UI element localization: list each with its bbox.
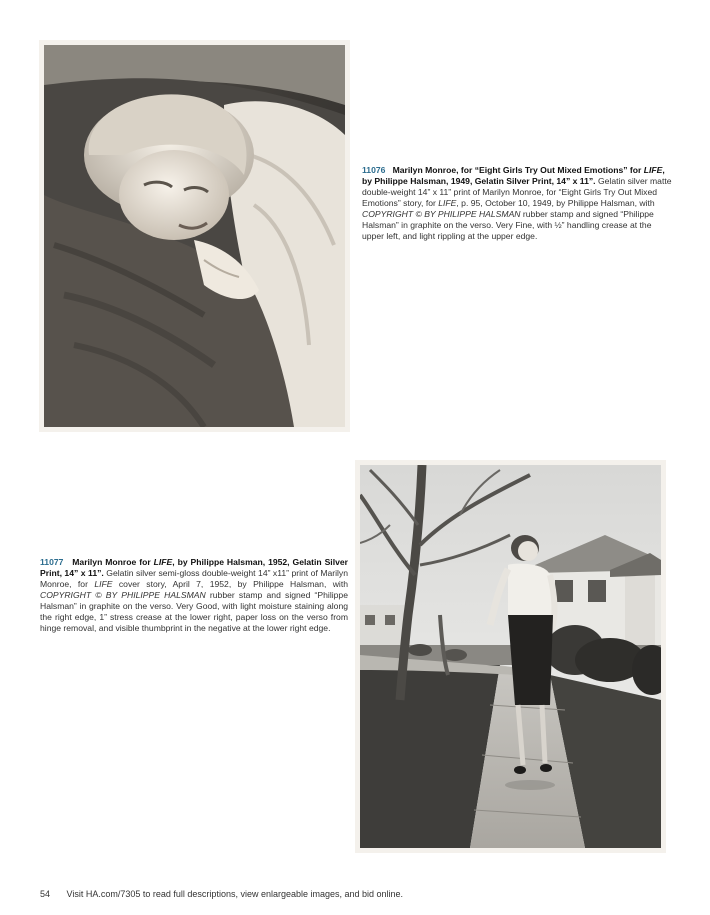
lot-body-text: Gelatin silver matte double-weight 14” x 11” print of Marilyn Monroe, for “Eight Girls Try Out Mixed Emotions” story, for LIFE, p. 95, October 10, 1949, by Philippe Halsman, with COPYRIGHT © BY PHILIPPE HALSMAN rubber stamp and signed “Philippe Halsman” in graphite on the verso. Very Fine, with ½” handling crease at the upper left, and light rippling at the upper edge. xyxy=(362,176,672,241)
lot-title: Marilyn Monroe, for “Eight Girls Try Out Mixed Emotions” for LIFE, by Philippe Halsman, 1949, Gelatin Silver Print, 14” x 11”. xyxy=(362,165,665,186)
lot-number: 11076 xyxy=(362,165,386,175)
lot-number: 11077 xyxy=(40,557,64,567)
footer-text: Visit HA.com/7305 to read full descriptions, view enlargeable images, and bid online. xyxy=(66,889,404,899)
photograph-marilyn-sidewalk xyxy=(360,465,661,848)
page-number: 54 xyxy=(40,889,51,899)
photo-frame-lot-11076 xyxy=(39,40,350,432)
photo-frame-lot-11077 xyxy=(355,460,666,853)
lot-11076-description xyxy=(362,165,672,242)
photograph-marilyn-reclining xyxy=(44,45,345,427)
lot-11077-description xyxy=(40,557,348,634)
lot-body-text: Gelatin silver semi-gloss double-weight 14” x11” print of Marilyn Monroe, for LIFE cover story, April 7, 1952, by Philippe Halsman, with COPYRIGHT © BY PHILIPPE HALSMAN rubber stamp and signed “Philippe Halsman” in graphite on the verso. Very Good, with light moisture staining along the right edge, 1” stress crease at the lower right, paper loss on the verso from hinge removal, and visible thumbprint in the negative at the lower right edge. xyxy=(40,568,349,633)
page-footer xyxy=(40,889,403,899)
lot-title: Marilyn Monroe for LIFE, by Philippe Halsman, 1952, Gelatin Silver Print, 14” x 11”. xyxy=(40,557,348,578)
